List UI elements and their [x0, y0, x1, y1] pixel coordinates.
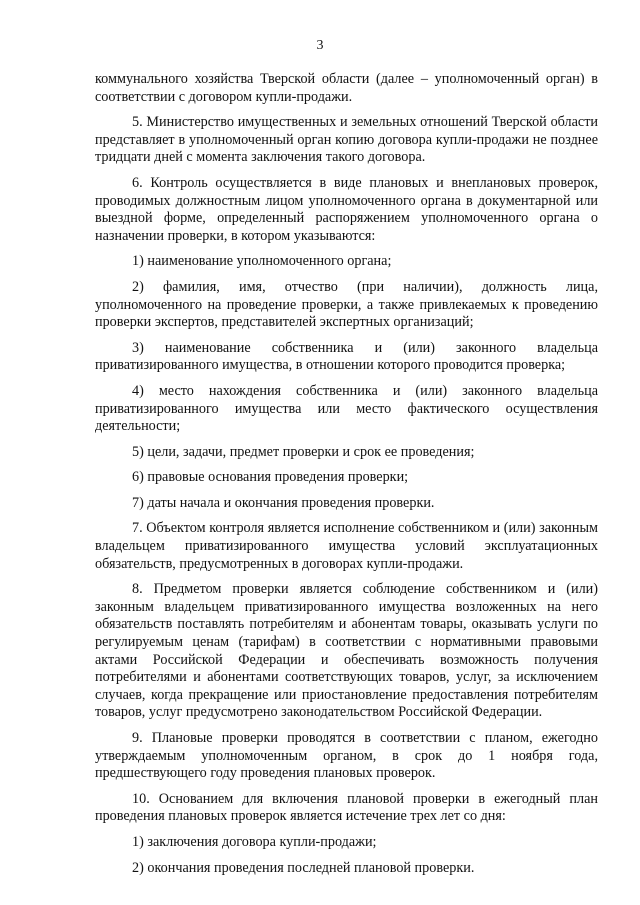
paragraph: 2) окончания проведения последней плановой проверки. — [132, 859, 475, 876]
paragraph: 1) заключения договора купли-продажи; — [132, 833, 377, 850]
paragraph: 5) цели, задачи, предмет проверки и срок ее проведения; — [132, 443, 475, 460]
paragraph: 4) место нахождения собственника и (или) законного владельца приватизированного имущества или место фактического осуществления деятельности; — [95, 382, 598, 435]
paragraph: 3) наименование собственника и (или) законного владельца приватизированного имущества, в отношении которого проводится проверка; — [95, 339, 598, 374]
paragraph: 2) фамилия, имя, отчество (при наличии), должность лица, уполномоченного на проведение проверки, а также привлекаемых к проведению проверки экспертов, представителей экспертных организаций; — [95, 278, 598, 331]
document-body — [95, 71, 598, 877]
paragraph: 10. Основанием для включения плановой проверки в ежегодный план проведения плановых проверок является истечение трех лет со дня: — [95, 790, 598, 825]
paragraph: 6. Контроль осуществляется в виде плановых и внеплановых проверок, проводимых должностным лицом уполномоченного органа в документарной или выездной форме, определенный распоряжением уполномоченного органа о назначении проверки, в котором указываются: — [95, 174, 598, 244]
page-number: 3 — [316, 38, 324, 53]
paragraph: 7) даты начала и окончания проведения проверки. — [132, 494, 435, 511]
paragraph: 7. Объектом контроля является исполнение собственником и (или) законным владельцем приватизированного имущества условий эксплуатационных обязательств, предусмотренных в договорах купли-продажи. — [95, 520, 598, 572]
paragraph: 8. Предметом проверки является соблюдение собственником и (или) законным владельцем приватизированного имущества возложенных на него обязательств поставлять потребителям и абонентам товары, оказывать услуги по регулируемым ценам (тарифам) в соответствии с нормативными правовыми актами Российской Федерации и обеспечивать возможность получения потребителями и абонентами соответствующих товаров, услуг, за исключением случаев, когда прекращение или приостановление предоставления потребителям товаров, услуг предусмотрено законодательством Российской Федерации. — [95, 581, 598, 721]
paragraph: 6) правовые основания проведения проверки; — [132, 469, 409, 486]
paragraph: коммунального хозяйства Тверской области (далее – уполномоченный орган) в соответствии с договором купли-продажи. — [95, 71, 598, 105]
paragraph: 1) наименование уполномоченного органа; — [132, 253, 392, 270]
paragraph: 5. Министерство имущественных и земельных отношений Тверской области представляет в уполномоченный орган копию договора купли-продажи не позднее тридцати дней с момента заключения такого договора. — [95, 114, 598, 166]
paragraph: 9. Плановые проверки проводятся в соответствии с планом, ежегодно утверждаемым уполномоченным органом, в срок до 1 ноября года, предшествующего году проведения плановых проверок. — [95, 730, 598, 782]
